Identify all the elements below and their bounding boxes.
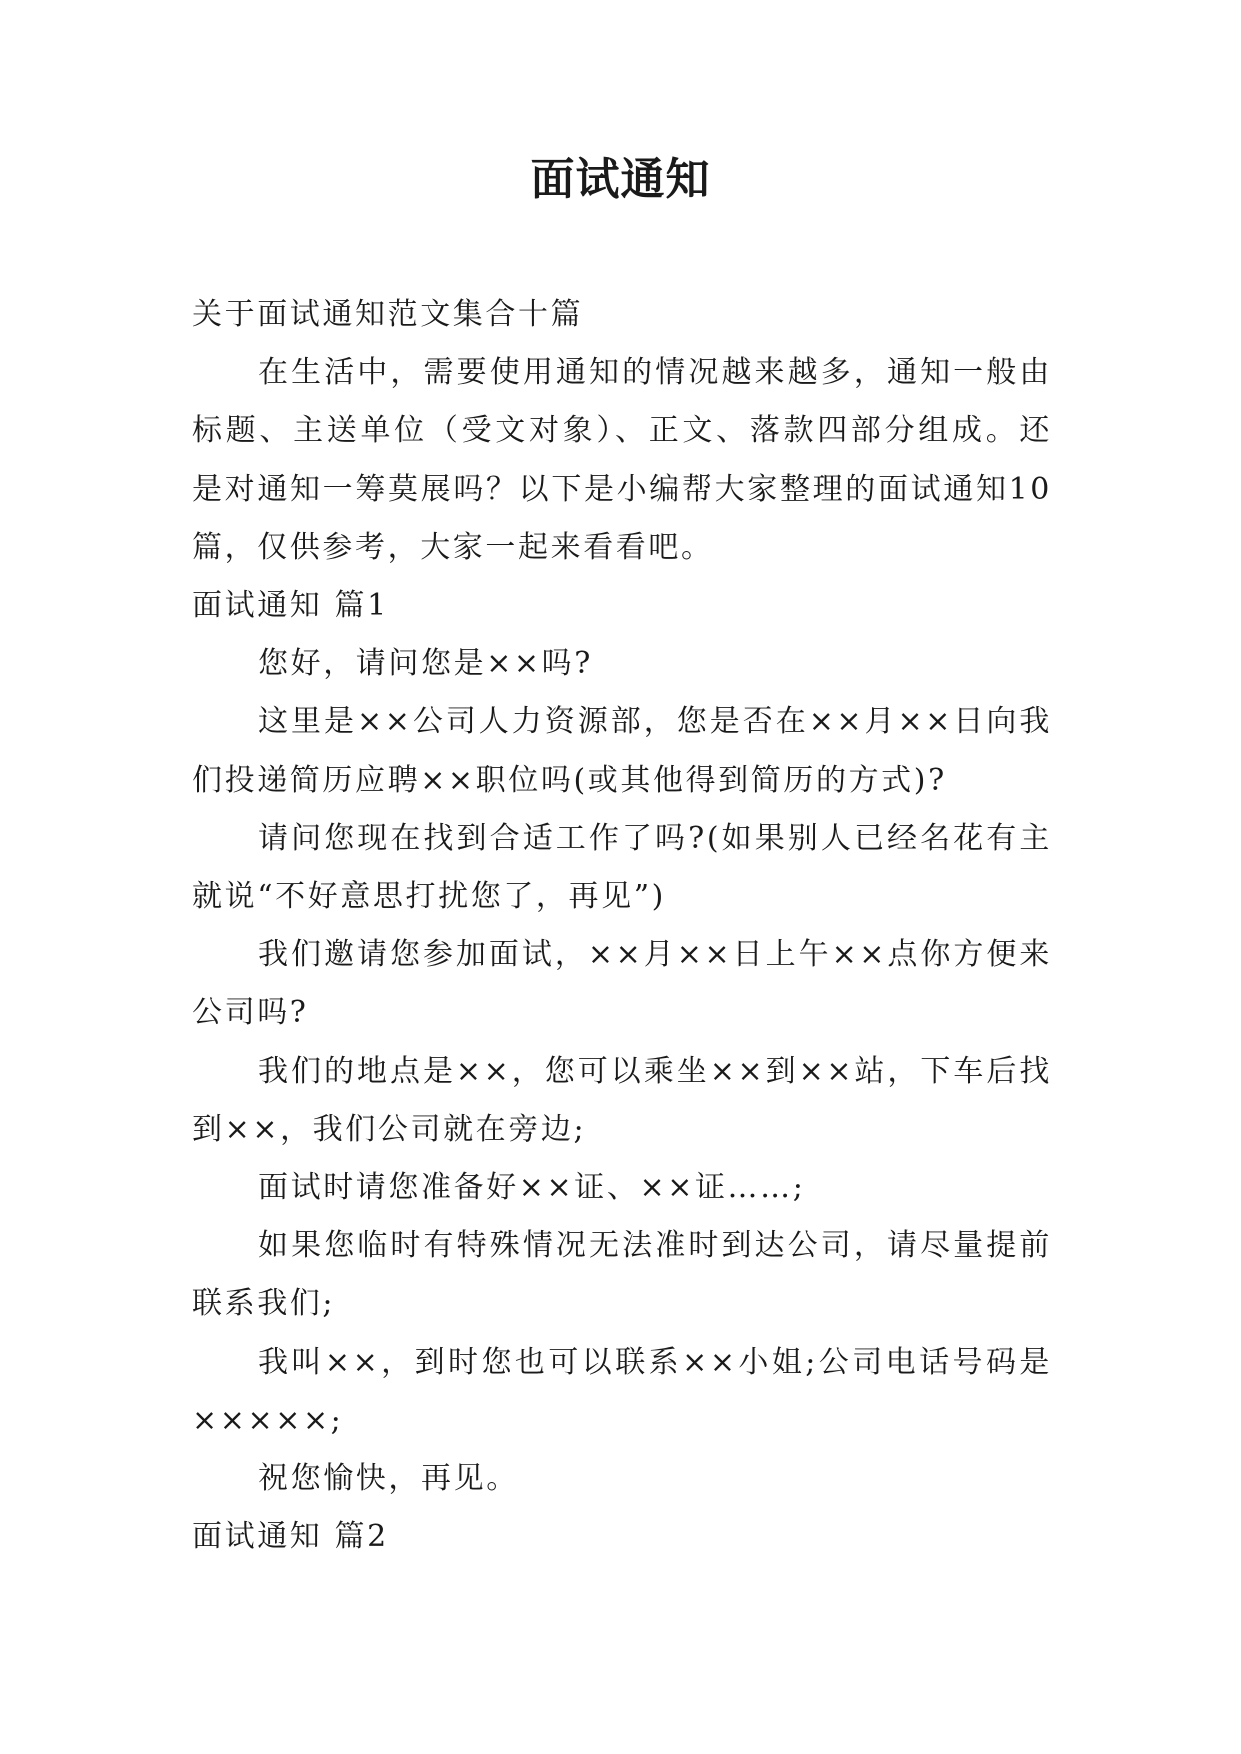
section-heading-1: 面试通知 篇1 xyxy=(192,588,389,624)
body-paragraph: 这里是××公司人力资源部，您是否在××月××日向我们投递简历应聘××职位吗(或其他得到简历的方式)? xyxy=(192,704,1052,798)
document-title: 面试通知 xyxy=(530,154,711,205)
body-paragraph: 如果您临时有特殊情况无法准时到达公司，请尽量提前联系我们; xyxy=(192,1228,1052,1322)
body-paragraph: 我们的地点是××，您可以乘坐××到××站，下车后找到××，我们公司就在旁边; xyxy=(192,1053,1052,1147)
intro-paragraph: 在生活中，需要使用通知的情况越来越多，通知一般由标题、主送单位（受文对象）、正文、落款四部分组成。还是对通知一筹莫展吗？以下是小编帮大家整理的面试通知10篇，仅供参考，大家一起来看看吧。 xyxy=(192,355,1052,565)
body-paragraph: 请问您现在找到合适工作了吗?(如果别人已经名花有主就说“不好意思打扰您了，再见”) xyxy=(192,820,1052,915)
body-paragraph: 您好，请问您是××吗? xyxy=(258,646,593,682)
body-paragraph: 我们邀请您参加面试，××月××日上午××点你方便来公司吗? xyxy=(192,937,1052,1031)
document-body xyxy=(192,286,1052,1566)
body-paragraph: 我叫××，到时您也可以联系××小姐;公司电话号码是×××××; xyxy=(192,1344,1052,1438)
body-paragraph: 面试时请您准备好××证、××证……; xyxy=(258,1170,806,1206)
subtitle-line: 关于面试通知范文集合十篇 xyxy=(192,297,584,332)
closing-paragraph: 祝您愉快，再见。 xyxy=(258,1461,519,1497)
section-heading-2: 面试通知 篇2 xyxy=(192,1519,389,1555)
